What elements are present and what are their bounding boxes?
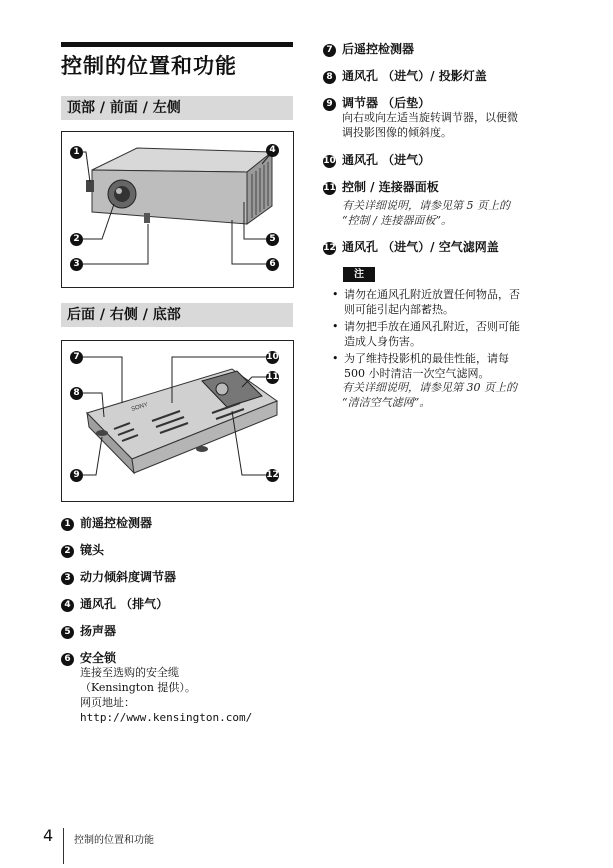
item-number: 6 — [61, 653, 74, 666]
ref-line: “控制 / 连接器面板”。 — [342, 214, 452, 227]
item-number: 2 — [61, 545, 74, 558]
callout-7: 7 — [70, 351, 83, 364]
ref-line: “清洁空气滤网”。 — [342, 396, 431, 409]
callout-2: 2 — [70, 233, 83, 246]
item-label: 通风孔 （进气）/ 投影灯盖 — [342, 69, 487, 83]
ref-line: 有关详细说明，请参见第 30 页上的 — [342, 381, 517, 394]
filter-reference — [342, 380, 517, 410]
item-label: 前遥控检测器 — [80, 516, 153, 530]
page-title: 控制的位置和功能 — [61, 54, 237, 78]
callout-10: 10 — [266, 352, 279, 362]
item-exhaust-vent — [61, 595, 168, 612]
callout-4: 4 — [266, 144, 279, 157]
callout-9: 9 — [70, 469, 83, 482]
footer-title: 控制的位置和功能 — [74, 835, 154, 846]
callout-1: 1 — [70, 146, 83, 159]
item-number: 9 — [323, 98, 336, 111]
note-line: • 请勿把手放在通风孔附近，否则可能 — [344, 320, 520, 333]
item-label: 镜头 — [80, 543, 105, 557]
brand-mark: SONY — [130, 401, 149, 413]
item-label: 通风孔 （进气） — [342, 153, 431, 167]
ref-line: 有关详细说明，请参见第 5 页上的 — [342, 199, 510, 212]
note-item — [332, 287, 520, 317]
item-number: 11 — [323, 183, 336, 193]
security-lock-description — [80, 665, 252, 725]
item-number: 3 — [61, 572, 74, 585]
item-label: 控制 / 连接器面板 — [342, 180, 439, 194]
title-rule — [61, 42, 293, 47]
callout-5: 5 — [266, 233, 279, 246]
control-panel-reference — [342, 198, 510, 228]
projector-rear-figure — [61, 340, 294, 502]
note-line: 则可能引起内部蓄热。 — [344, 303, 454, 316]
item-number: 7 — [323, 44, 336, 57]
note-line: 造成人身伤害。 — [344, 335, 421, 348]
desc-line: 向右或向左适当旋转调节器，以便微 — [342, 111, 518, 124]
note-label: 注 — [343, 267, 375, 282]
item-label: 扬声器 — [80, 624, 117, 638]
adjuster-description — [342, 110, 518, 140]
item-number: 1 — [61, 518, 74, 531]
desc-line: 调投影图像的倾斜度。 — [342, 126, 452, 139]
item-rear-pad-adjuster — [323, 94, 430, 111]
desc-line: 连接至选购的安全缆 — [80, 666, 179, 679]
item-power-tilt-adjuster — [61, 568, 176, 585]
desc-line: （Kensington 提供）。 — [80, 681, 196, 694]
callout-11: 11 — [266, 372, 279, 382]
item-number: 12 — [323, 243, 336, 253]
note-line: 500 小时清洁一次空气滤网。 — [344, 367, 490, 380]
item-label: 调节器 （后垫） — [342, 96, 431, 110]
item-speaker — [61, 622, 116, 639]
item-front-remote-detector — [61, 514, 152, 531]
notes-list — [332, 287, 520, 383]
callout-8: 8 — [70, 387, 83, 400]
item-control-connector-panel — [323, 178, 439, 195]
item-intake-vent — [323, 151, 430, 168]
page-number: 4 — [43, 826, 54, 845]
kensington-url: http://www.kensington.com/ — [80, 711, 253, 724]
item-label: 安全锁 — [80, 651, 117, 665]
item-number: 4 — [61, 599, 74, 612]
item-number: 8 — [323, 71, 336, 84]
item-security-lock — [61, 649, 116, 666]
callout-12: 12 — [266, 470, 279, 480]
projector-front-figure — [61, 131, 294, 288]
item-number: 5 — [61, 626, 74, 639]
item-label: 通风孔 （进气）/ 空气滤网盖 — [342, 240, 499, 254]
item-intake-vent-filter-cover — [323, 238, 499, 255]
section-heading-rear-right-bottom: 后面 / 右侧 / 底部 — [61, 303, 293, 327]
section-heading-top-front-left: 顶部 / 前面 / 左侧 — [61, 96, 293, 120]
note-line: • 为了维持投影机的最佳性能，请每 — [344, 352, 509, 365]
footer-divider — [63, 828, 64, 864]
item-label: 后遥控检测器 — [342, 42, 415, 56]
desc-line: 网页地址： — [80, 696, 135, 709]
item-rear-remote-detector — [323, 40, 414, 57]
callout-3: 3 — [70, 258, 83, 271]
note-item — [332, 351, 520, 381]
item-number: 10 — [323, 156, 336, 166]
callout-6: 6 — [266, 258, 279, 271]
item-label: 通风孔 （排气） — [80, 597, 169, 611]
item-intake-vent-lamp-cover — [323, 67, 487, 84]
item-label: 动力倾斜度调节器 — [80, 570, 177, 584]
note-line: • 请勿在通风孔附近放置任何物品，否 — [344, 288, 520, 301]
item-lens — [61, 541, 104, 558]
note-item — [332, 319, 520, 349]
